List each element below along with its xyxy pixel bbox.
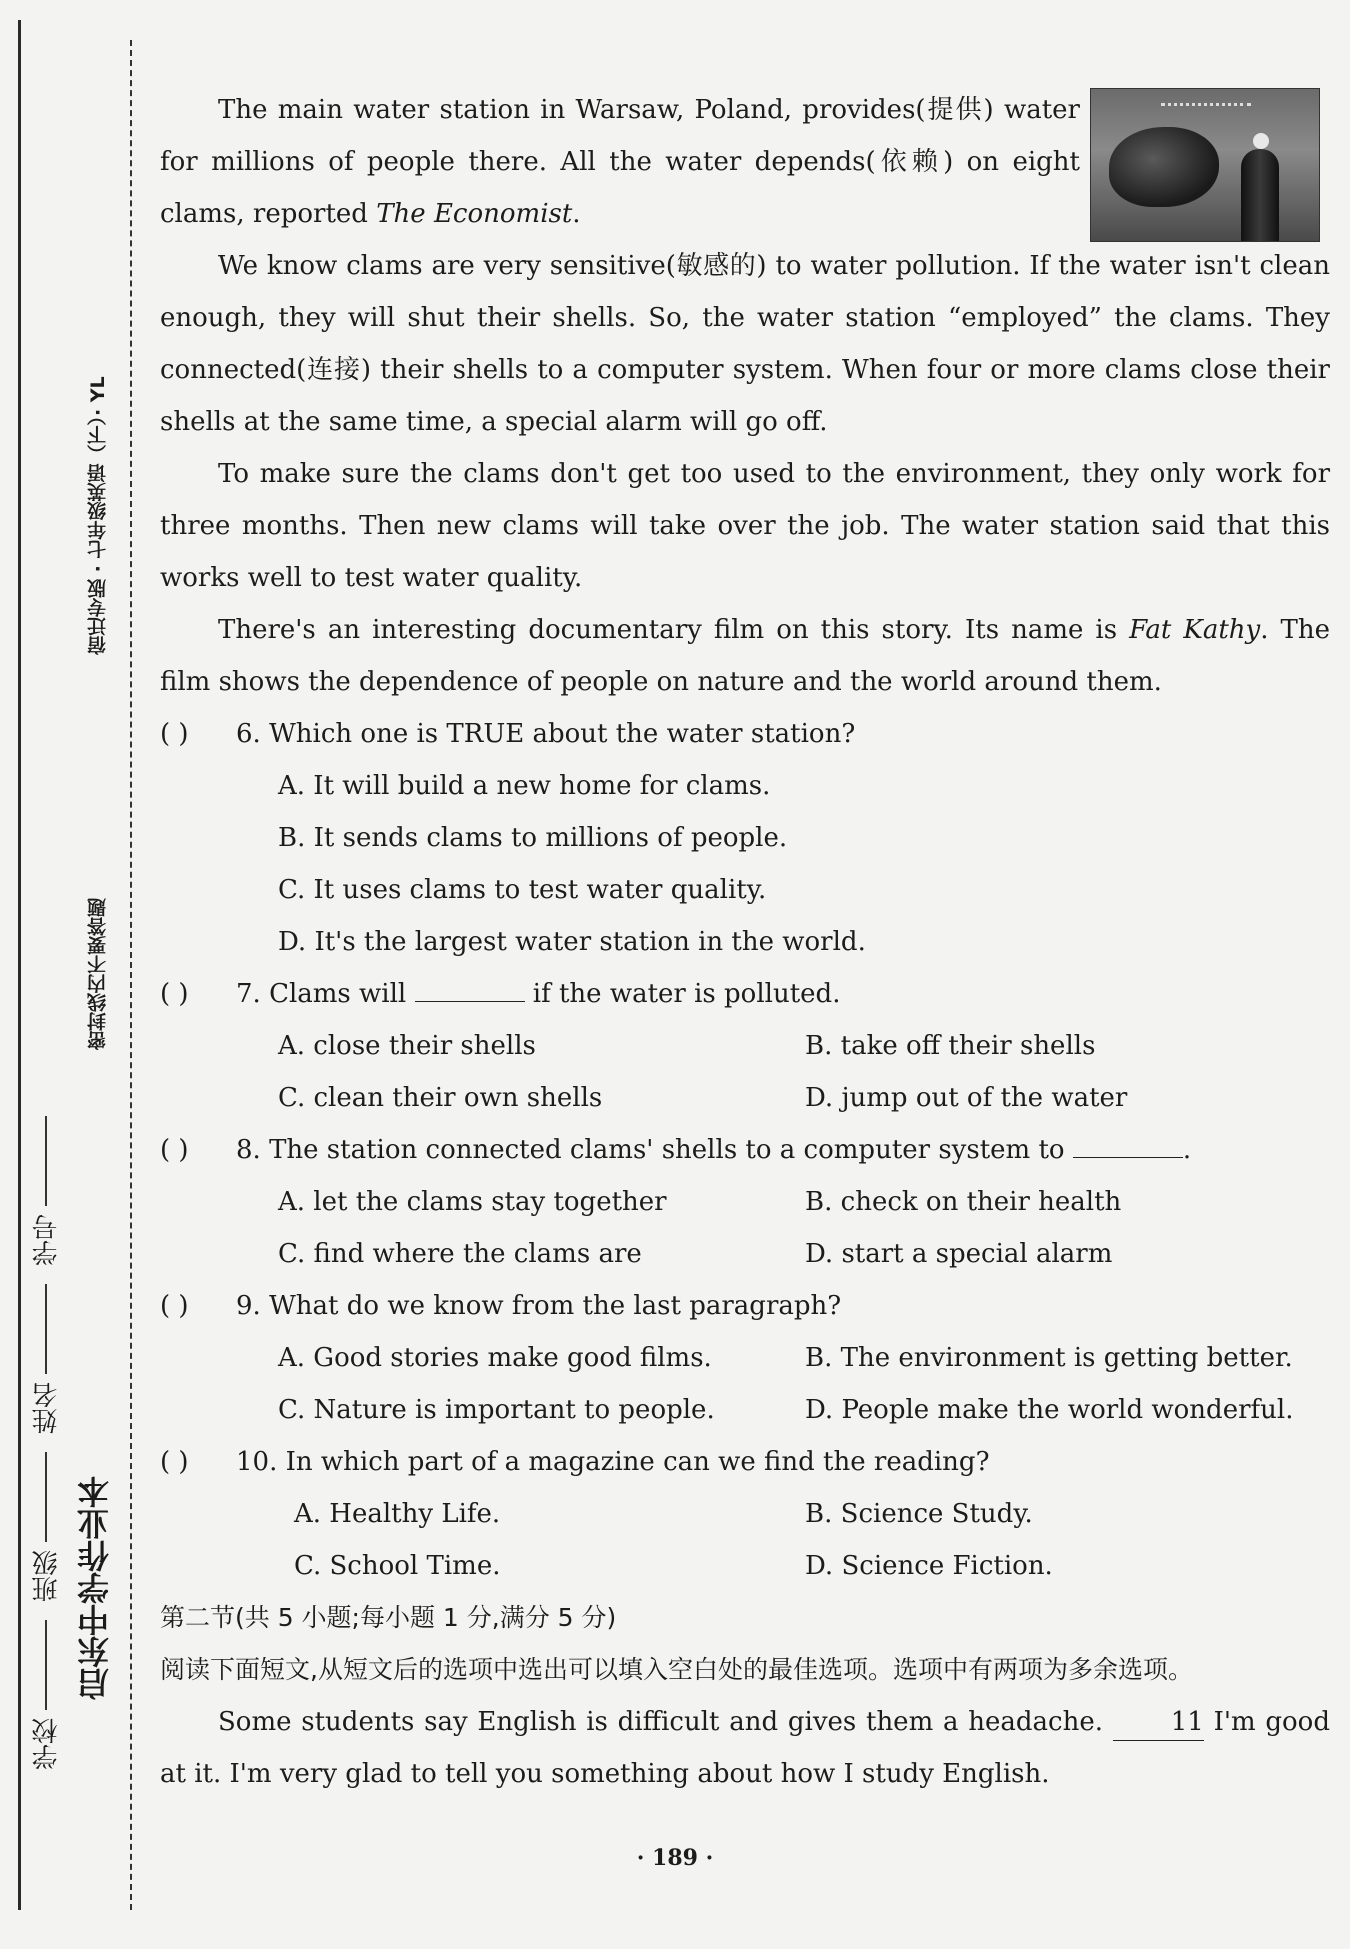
option-row [160, 1020, 1330, 1072]
margin-edge-line [18, 20, 21, 1910]
question-text: 9. What do we know from the last paragraph? [236, 1291, 842, 1321]
question-text-a: 7. Clams will [236, 979, 407, 1009]
passage-paragraph-2: We know clams are very sensitive(敏感的) to water pollution. If the water isn't clean enough, they will shut their shells. So, the water station “employed” the clams. They connected(连接) their shells to a computer system. When four or more clams close their shells at the same time, a special alarm will go off. [160, 251, 1330, 437]
option-row [160, 1072, 1330, 1124]
p1-end: . [572, 199, 581, 229]
school-input-line[interactable] [46, 1620, 48, 1710]
school-field [28, 1620, 65, 1770]
question-text: 10. In which part of a magazine can we find the reading? [236, 1447, 990, 1477]
passage-paragraph-3: To make sure the clams don't get too used to the environment, they only work for three months. Then new clams will take over the job. The water station said that this works well to test water quality. [160, 459, 1330, 593]
book-title: 启东中学作业本 [76, 1476, 114, 1700]
option-d[interactable]: D. Science Fiction. [805, 1551, 1053, 1581]
option-d[interactable]: D. jump out of the water [805, 1083, 1128, 1113]
series-label: 宿迁专版 · 七年级英语（下）· YL [87, 376, 109, 655]
question-8 [160, 1124, 1330, 1176]
name-field [28, 1284, 65, 1434]
option-row [160, 1384, 1330, 1436]
option-row [160, 1176, 1330, 1228]
passage-paragraph-4 [160, 604, 1330, 708]
option-row [160, 1332, 1330, 1384]
answer-bracket[interactable]: ( ) [160, 1447, 189, 1477]
blank-11[interactable]: 11 [1113, 1704, 1204, 1741]
option-b[interactable]: B. It sends clams to millions of people. [278, 823, 788, 853]
option-row [160, 1488, 1330, 1540]
question-text [236, 968, 840, 1020]
option-b[interactable]: B. The environment is getting better. [805, 1343, 1293, 1373]
option-row [160, 812, 1330, 864]
fill-blank[interactable] [1073, 1127, 1183, 1158]
section-2-heading: 第二节(共 5 小题;每小题 1 分,满分 5 分) [160, 1603, 617, 1632]
p4-end: . The film shows the dependence of people on nature and the world around them. [160, 615, 1330, 697]
p4-text: There's an interesting documentary film on this story. Its name is [218, 615, 1130, 645]
option-row [160, 864, 1330, 916]
passage-2-text-a: Some students say English is difficult and gives them a headache. [218, 1707, 1113, 1737]
option-c[interactable]: C. find where the clams are [278, 1239, 642, 1269]
answer-bracket[interactable]: ( ) [160, 1291, 189, 1321]
passage-2-paragraph-1 [160, 1696, 1330, 1800]
question-10 [160, 1436, 1330, 1488]
answer-bracket[interactable]: ( ) [160, 1135, 189, 1165]
option-a[interactable]: A. close their shells [278, 1031, 536, 1061]
question-7 [160, 968, 1330, 1020]
number-input-line[interactable] [46, 1116, 48, 1206]
section-2-instruction: 阅读下面短文,从短文后的选项中选出可以填入空白处的最佳选项。选项中有两项为多余选项。 [160, 1655, 1193, 1684]
number-label: 学号 [32, 1214, 62, 1266]
name-label: 姓名 [32, 1382, 62, 1434]
option-d[interactable]: D. People make the world wonderful. [805, 1395, 1294, 1425]
binding-margin [0, 0, 140, 1949]
option-row [160, 916, 1330, 968]
page-content [160, 0, 1330, 1800]
question-text: 6. Which one is TRUE about the water station? [236, 719, 856, 749]
option-a[interactable]: A. It will build a new home for clams. [278, 771, 771, 801]
option-row [160, 1540, 1330, 1592]
passage-2-text-b: I'm good at it. I'm very glad to tell you something about how I study English. [160, 1707, 1330, 1789]
page-number: · 189 · [636, 1845, 714, 1871]
option-row [160, 1228, 1330, 1280]
option-a[interactable]: A. Good stories make good films. [278, 1343, 712, 1373]
option-c[interactable]: C. clean their own shells [278, 1083, 603, 1113]
seal-note: 密封线内不要答题 [87, 898, 109, 1050]
name-input-line[interactable] [46, 1284, 48, 1374]
option-row [160, 760, 1330, 812]
question-text-b: . [1182, 1135, 1192, 1165]
option-c[interactable]: C. Nature is important to people. [278, 1395, 715, 1425]
question-text-b: if the water is polluted. [532, 979, 841, 1009]
option-d[interactable]: D. start a special alarm [805, 1239, 1113, 1269]
class-field [28, 1452, 65, 1602]
p4-italic: Fat Kathy [1129, 615, 1261, 645]
seal-dashed-line [130, 40, 132, 1910]
option-b[interactable]: B. take off their shells [805, 1031, 1096, 1061]
class-input-line[interactable] [46, 1452, 48, 1542]
question-6 [160, 708, 1330, 760]
answer-bracket[interactable]: ( ) [160, 719, 189, 749]
option-d[interactable]: D. It's the largest water station in the world. [278, 927, 866, 957]
option-c[interactable]: C. School Time. [294, 1551, 501, 1581]
question-text-a: 8. The station connected clams' shells to a computer system to [236, 1135, 1065, 1165]
student-info-fields [28, 640, 65, 1770]
option-c[interactable]: C. It uses clams to test water quality. [278, 875, 767, 905]
class-label: 班级 [32, 1550, 62, 1602]
p1-italic: The Economist [376, 199, 573, 229]
school-label: 学校 [32, 1718, 62, 1770]
passage-paragraph-1 [160, 84, 1330, 240]
answer-bracket[interactable]: ( ) [160, 979, 189, 1009]
number-field [28, 1116, 65, 1266]
p1-text: The main water station in Warsaw, Poland, provides(提供) water for millions of people there. All the water depends(依赖) on eight clams, reported [160, 95, 1080, 229]
fill-blank[interactable] [415, 971, 525, 1002]
option-a[interactable]: A. let the clams stay together [278, 1187, 667, 1217]
question-text [236, 1124, 1191, 1176]
option-b[interactable]: B. check on their health [805, 1187, 1122, 1217]
option-a[interactable]: A. Healthy Life. [294, 1499, 501, 1529]
question-9 [160, 1280, 1330, 1332]
option-b[interactable]: B. Science Study. [805, 1499, 1033, 1529]
